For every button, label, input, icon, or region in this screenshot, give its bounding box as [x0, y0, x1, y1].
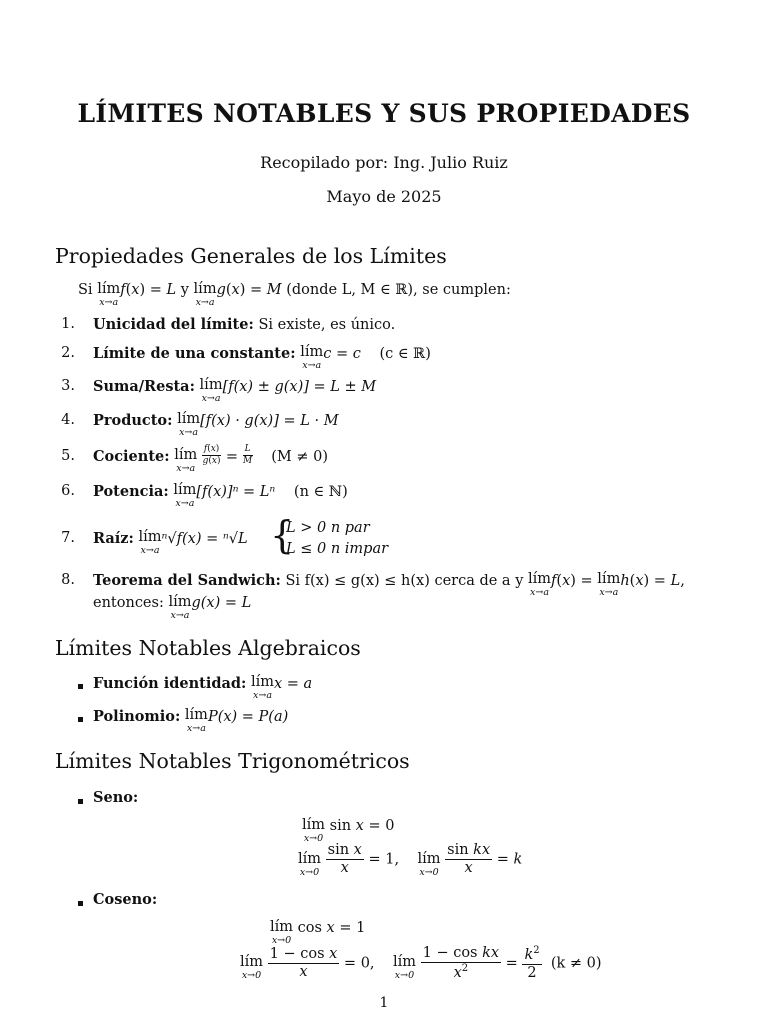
item-label: Función identidad:: [93, 675, 247, 692]
item-expr: [f(x)]ⁿ = Lⁿ: [196, 484, 276, 500]
fraction-sinkx-x: $\frac{\text{sin kx}}{x}$: [447, 842, 491, 877]
item-label: Coseno:: [93, 891, 158, 908]
section-heading-propiedades: Propiedades Generales de los Límites: [55, 244, 447, 268]
formula-sin-0: lím x→0 sin x = 0: [302, 817, 395, 844]
item-expr: x = a: [274, 676, 313, 692]
lim-op: lím x→0: [392, 954, 416, 981]
item-label: Unicidad del límite:: [93, 316, 254, 333]
lim-op: lím x→0: [417, 851, 441, 878]
lim-op: lím x→a: [177, 411, 201, 438]
lim-op: lím x→a: [199, 377, 223, 404]
item-label: Teorema del Sandwich:: [93, 572, 281, 589]
list-item: 6. Potencia: lím x→a [f(x)]ⁿ = Lⁿ (n ∈ ℕ): [61, 482, 348, 509]
lim-op: lím x→0: [298, 851, 322, 878]
bullet-marker: [78, 901, 83, 906]
lim-op: lím x→a: [173, 482, 197, 509]
bullet-marker: [78, 717, 83, 722]
item-text: Si f(x) ≤ g(x) ≤ h(x) cerca de a y: [285, 573, 524, 589]
lim-op: lím x→a: [300, 344, 324, 371]
list-item-seno: [93, 789, 138, 806]
date-line: Mayo de 2025: [326, 187, 442, 206]
item-expr: P(x) = P(a): [207, 709, 289, 725]
item-cond: (c ∈ ℝ): [379, 346, 431, 362]
intro-pre: Si: [78, 282, 93, 298]
lim-op: lím x→a: [138, 529, 162, 556]
lim-op: lím x→a: [168, 594, 192, 621]
item-expr: [f(x) · g(x)] = L · M: [200, 413, 339, 429]
author-line: Recopilado por: Ing. Julio Ruiz: [260, 153, 508, 172]
fraction-L-M: $\frac{L}{M}$: [243, 444, 253, 467]
item-text: entonces:: [93, 595, 164, 611]
page-number: 1: [379, 995, 389, 1011]
lim-op: lím x→0: [240, 954, 264, 981]
item-expr: g(x) = L: [191, 595, 252, 611]
formula-sin-ratio: lím x→0 $\frac{\text{sin x}}{x}$ = 1, lím x→0 $\frac{\text{sin kx}}{x}$ = k: [298, 842, 523, 878]
lim-op: lím x→a: [97, 281, 121, 308]
lim-op: lím x→0: [302, 817, 326, 844]
fraction-1-cosx-x: $\frac{\text{1 − cos x}}{x}$: [269, 945, 338, 981]
item-text: Si existe, es único.: [258, 317, 396, 333]
item-cond: (n ∈ ℕ): [293, 484, 348, 500]
case-2: L ≤ 0 n impar: [286, 541, 389, 557]
list-item: 3. Suma/Resta: lím x→a [f(x) ± g(x)] = L ± M: [61, 377, 377, 404]
item-expr: [f(x) ± g(x)] = L ± M: [222, 379, 377, 395]
document-title: LÍMITES NOTABLES Y SUS PROPIEDADES: [77, 99, 691, 128]
list-item: 7. Raíz: lím x→a ⁿ√f(x) = ⁿ√L: [61, 529, 248, 556]
intro-post: (donde L, M ∈ ℝ), se cumplen:: [286, 282, 511, 298]
item-cond: (M ≠ 0): [271, 449, 329, 465]
lim-op: lím x→a: [597, 571, 621, 598]
list-item: 1. Unicidad del límite: Si existe, es único.: [61, 316, 396, 333]
list-item-coseno: [93, 891, 157, 908]
fraction-fx-gx: $\frac{f(x)}{g(x)}$: [202, 444, 221, 467]
section-heading-algebraicos: Límites Notables Algebraicos: [55, 636, 361, 660]
bullet-marker: [78, 799, 83, 804]
list-item: 2. Límite de una constante: lím x→a c = c (c ∈ ℝ): [61, 344, 431, 371]
fraction-k2-2: $\frac{k^2}{2}$: [524, 945, 540, 982]
lim-op: lím x→0: [270, 919, 294, 946]
formula-cos-ratio: lím x→0 $\frac{\text{1 − cos x}}{x}$ = 0, lím x→0 $\frac{\text{1 − cos kx}}{x^2}$ = $\frac{k^2}{2}$ (k ≠ 0): [240, 945, 602, 982]
item-label: Límite de una constante:: [93, 345, 296, 362]
item-label: Polinomio:: [93, 708, 181, 725]
intro-mid: y: [180, 282, 189, 298]
list-item-continuation: [93, 595, 251, 620]
list-item: 4. Producto: lím x→a [f(x) · g(x)] = L · M: [61, 411, 339, 438]
bullet-marker: [78, 684, 83, 689]
item-expr: c = c: [323, 346, 361, 362]
list-item: [93, 708, 288, 733]
item-expr: ⁿ√f(x) = ⁿ√L: [161, 531, 248, 547]
item-label: Seno:: [93, 789, 139, 806]
case-1: L > 0 n par: [286, 520, 370, 536]
lim-op: lím x→a: [528, 571, 552, 598]
list-item: 5. Cociente: lím x→a $\frac{f(x)}{g(x)}$ = $\frac{L}{M}$ (M ≠ 0): [61, 444, 329, 474]
fraction-sinx-x: $\frac{\text{sin x}}{x}$: [327, 842, 362, 877]
list-item: 8. Teorema del Sandwich: Si f(x) ≤ g(x) ≤ h(x) cerca de a y lím x→a f(x) = lím x→a h(x) = L,: [61, 571, 685, 598]
lim-op: lím x→a: [250, 674, 275, 701]
lim-op: lím x→a: [193, 281, 217, 308]
section-heading-trigonometricos: Límites Notables Trigonométricos: [55, 749, 410, 773]
intro-line: Si lím x→a f(x) = L y lím x→a g(x) = M (donde L, M ∈ ℝ), se cumplen:: [78, 281, 511, 308]
item-label: Raíz:: [93, 530, 134, 547]
item-label: Producto:: [93, 412, 173, 429]
item-cond: (k ≠ 0): [550, 955, 602, 972]
item-label: Cociente:: [93, 448, 170, 465]
fraction-1-coskx-x2: $\frac{\text{1 − cos kx}}{x^2}$: [422, 945, 500, 982]
lim-op: lím x→a: [174, 447, 198, 474]
item-label: Suma/Resta:: [93, 378, 195, 395]
item-label: Potencia:: [93, 483, 169, 500]
formula-cos-0: lím x→0 cos x = 1: [270, 919, 366, 946]
cases-brace: {: [270, 513, 295, 557]
lim-op: lím x→a: [184, 707, 208, 734]
list-item: [93, 675, 312, 700]
